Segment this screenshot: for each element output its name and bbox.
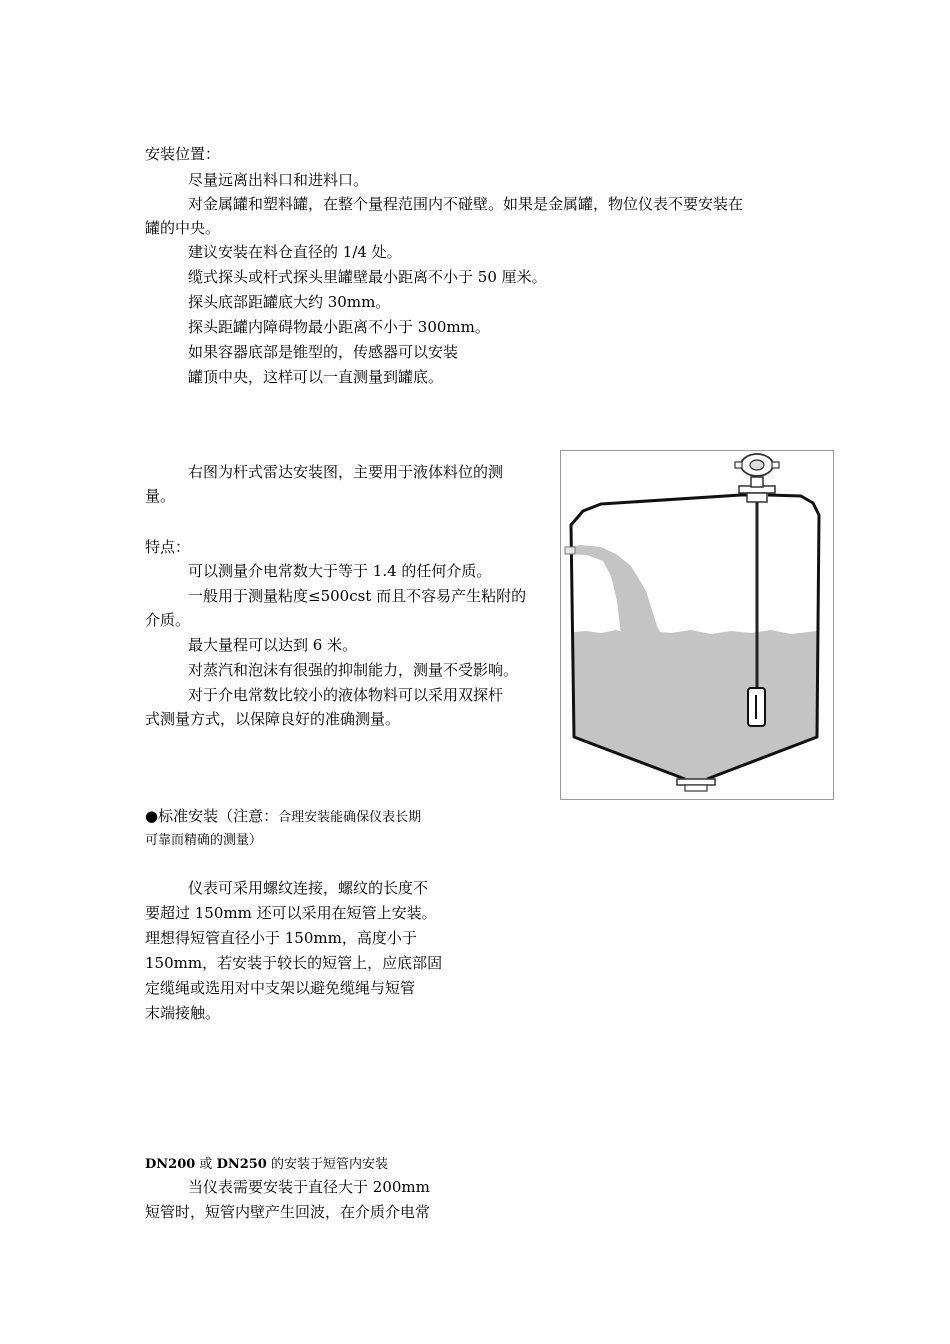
feature-line: 最大量程可以达到 6 米。: [188, 636, 358, 654]
section1-line: 探头距罐内障碍物最小距离不小于 300mm。: [188, 318, 490, 336]
radar-cable-gland-left: [735, 462, 742, 468]
feature-line: 一般用于测量粘度≤500cst 而且不容易产生粘附的: [188, 587, 527, 605]
heading-main: ●标准安装（注意：: [145, 807, 279, 825]
section1-line: 建议安装在料仓直径的 1/4 处。: [188, 243, 402, 261]
section4-line: 当仪表需要安装于直径大于 200mm: [188, 1178, 430, 1196]
feature-line: 对于介电常数比较小的液体物料可以采用双探杆: [188, 686, 504, 704]
heading-note-continued: 可靠而精确的测量）: [145, 833, 263, 848]
dn-install-heading: [145, 1155, 388, 1175]
section4-line: 短管时，短管内壁产生回波，在介质介电常: [145, 1203, 431, 1221]
radar-neck: [751, 477, 763, 487]
tank-installation-diagram: [560, 450, 834, 800]
section1-line: 对金属罐和塑料罐，在整个量程范围内不碰壁。如果是金属罐，物位仪表不要安装在: [188, 195, 744, 213]
section3-line: 150mm，若安装于较长的短管上，应底部固: [145, 954, 443, 972]
radar-housing-window: [750, 460, 764, 470]
heading-note: 合理安装能确保仪表长期: [278, 810, 422, 825]
section3-line: 定缆绳或选用对中支架以避免缆绳与短管: [145, 979, 416, 997]
section2-intro-line: 右图为杆式雷达安装图，主要用于液体料位的测: [188, 463, 504, 481]
heading-or: 或: [195, 1157, 217, 1172]
top-nozzle: [747, 493, 767, 502]
section1-line: 缆式探头或杆式探头里罐壁最小距离不小于 50 厘米。: [188, 268, 547, 286]
heading-rest: 的安装于短管内安装: [266, 1157, 388, 1172]
feature-line: 式测量方式，以保障良好的准确测量。: [145, 710, 401, 728]
section1-line: 罐的中央。: [145, 219, 221, 237]
section3-line: 理想得短管直径小于 150mm，高度小于: [145, 929, 417, 947]
section1-line: 罐顶中央，这样可以一直测量到罐底。: [188, 368, 444, 386]
bottom-outlet: [677, 779, 715, 785]
section3-line: 要超过 150mm 还可以采用在短管上安装。: [145, 904, 437, 922]
section2-intro-line: 量。: [145, 487, 176, 505]
heading-dn250: DN250: [216, 1157, 267, 1172]
features-heading: 特点：: [145, 538, 191, 556]
liquid-level: [574, 630, 817, 779]
bottom-outlet-flange: [685, 785, 707, 791]
section1-line: 如果容器底部是锥型的，传感器可以安装: [188, 343, 459, 361]
inflow-stream: [567, 545, 661, 635]
section1-heading: 安装位置：: [145, 145, 221, 163]
feature-line: 可以测量介电常数大于等于 1.4 的任何介质。: [188, 562, 492, 580]
section1-line: 尽量远离出料口和进料口。: [188, 171, 369, 189]
heading-dn200: DN200: [145, 1157, 196, 1172]
standard-install-heading: [145, 806, 421, 828]
radar-cable-gland-right: [772, 462, 779, 468]
section1-line: 探头底部距罐底大约 30mm。: [188, 293, 391, 311]
feature-line: 介质。: [145, 611, 191, 629]
inlet-pipe: [565, 547, 575, 554]
section3-line: 末端接触。: [145, 1004, 221, 1022]
feature-line: 对蒸汽和泡沫有很强的抑制能力，测量不受影响。: [188, 661, 519, 679]
section3-line: 仪表可采用螺纹连接，螺纹的长度不: [188, 879, 429, 897]
